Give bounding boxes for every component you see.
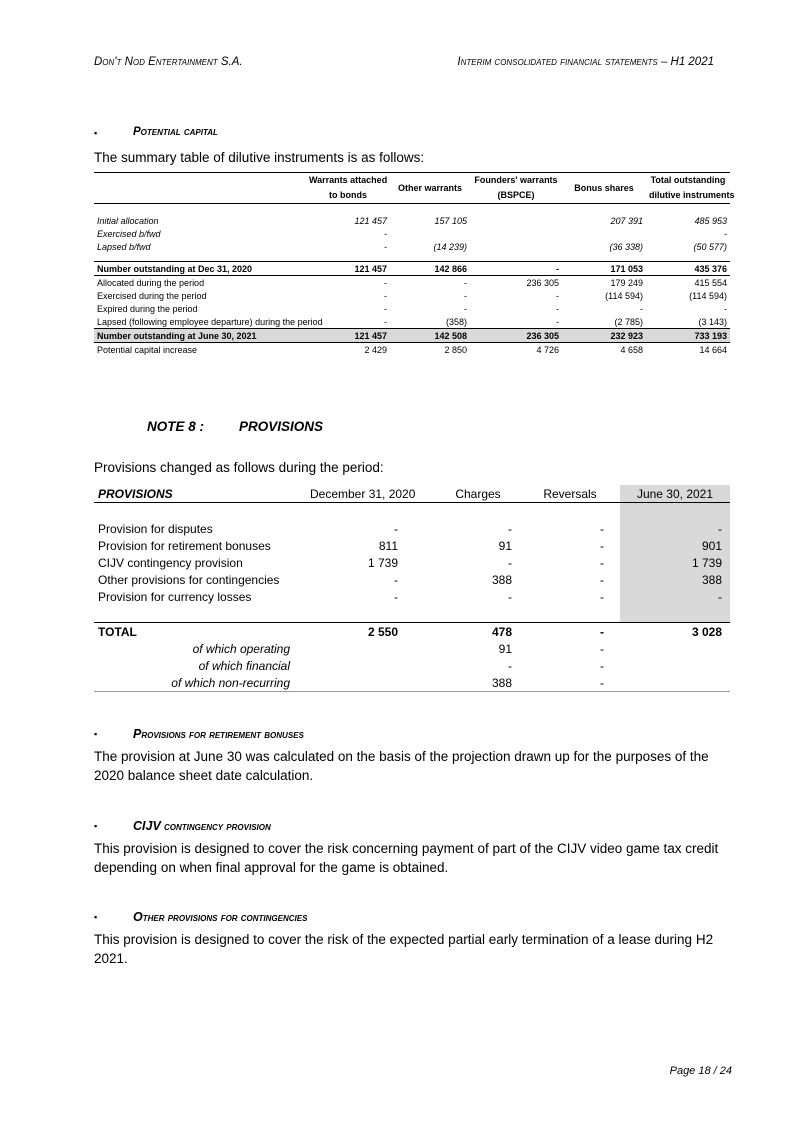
row-value: - — [508, 521, 512, 536]
row-label: Number outstanding at June 30, 2021 — [94, 329, 306, 343]
row-label: Provision for retirement bonuses — [98, 538, 271, 553]
row-value: 435 376 — [694, 263, 727, 274]
row-value: - — [556, 290, 559, 301]
row-value: 811 — [378, 538, 398, 553]
row-value: - — [724, 228, 727, 239]
row-label: Other provisions for contingencies — [98, 572, 280, 587]
row-label: Provision for currency losses — [98, 589, 252, 604]
dil-header-warrants-bonds-2: to bonds — [329, 190, 367, 200]
row-value: 485 953 — [694, 215, 727, 226]
row-label: Exercised during the period — [97, 290, 207, 301]
table-row — [94, 554, 730, 571]
dil-header-blank — [94, 173, 306, 188]
row-value: 1 739 — [620, 554, 730, 571]
row-value: - — [394, 589, 398, 604]
row-value: 4 658 — [620, 344, 643, 355]
row-value: (114 594) — [689, 290, 727, 301]
row-value: 171 053 — [610, 263, 643, 274]
section-title: CIJV contingency provision — [133, 819, 271, 833]
table-row — [94, 262, 730, 276]
row-value: 179 249 — [610, 277, 643, 288]
row-label: CIJV contingency provision — [98, 555, 243, 570]
header-doc-title: Interim consolidated financial statements – H1 2021 — [457, 56, 714, 68]
bullet-icon: ▪ — [94, 821, 98, 831]
dilutive-instruments-table — [94, 172, 735, 356]
row-value: (50 577) — [693, 241, 727, 252]
table-row — [94, 227, 730, 240]
row-value: - — [600, 572, 604, 587]
prov-header-reversals: Reversals — [543, 486, 597, 501]
row-value: - — [556, 263, 559, 274]
row-value: 388 — [491, 572, 512, 587]
dil-header-total: Total outstanding — [650, 175, 726, 185]
row-value — [470, 214, 562, 227]
row-value: 142 508 — [390, 329, 470, 343]
row-label: Initial allocation — [97, 215, 159, 226]
row-value: 232 923 — [562, 329, 646, 343]
row-value — [390, 227, 470, 240]
row-value: (358) — [445, 316, 467, 327]
row-value: - — [384, 316, 387, 327]
row-value: 1 739 — [367, 555, 398, 570]
dil-header-bonus: Bonus shares — [574, 183, 634, 193]
header-company: Don't Nod Entertainment S.A. — [94, 56, 243, 68]
row-value: - — [556, 303, 559, 314]
row-label: Allocated during the period — [97, 277, 205, 288]
row-value: - — [600, 521, 604, 536]
row-value: 901 — [620, 537, 730, 554]
row-value: - — [394, 521, 398, 536]
row-value — [562, 227, 646, 240]
row-value: 207 391 — [610, 215, 643, 226]
breakdown-row: of which financial - - — [94, 657, 730, 674]
table-row — [94, 214, 730, 227]
row-value: - — [384, 241, 387, 252]
note-title: PROVISIONS — [239, 419, 324, 434]
breakdown-row: of which non-recurring 388 - — [94, 674, 730, 692]
dil-header-warrants-bonds: Warrants attached — [309, 175, 388, 185]
row-value: - — [600, 589, 604, 604]
row-value: - — [600, 555, 604, 570]
row-label: Potential capital increase — [97, 344, 198, 355]
row-value: - — [508, 589, 512, 604]
provisions-table — [94, 485, 730, 692]
row-value: - — [384, 290, 387, 301]
row-value: - — [384, 303, 387, 314]
row-value: 415 554 — [694, 277, 727, 288]
row-value: - — [556, 316, 559, 327]
row-value: - — [724, 303, 727, 314]
row-value: 388 — [620, 571, 730, 588]
section-paragraph: This provision is designed to cover the risk of the expected partial early termination of a lease during H2 2021. — [94, 932, 714, 966]
row-value: 121 457 — [306, 329, 390, 343]
prov-header-label: PROVISIONS — [98, 486, 173, 501]
table-row — [94, 520, 730, 537]
row-value: - — [384, 277, 387, 288]
row-value: - — [394, 572, 398, 587]
table-row — [94, 537, 730, 554]
row-value: (114 594) — [605, 290, 643, 301]
prov-header-jun2021: June 30, 2021 — [620, 485, 730, 503]
dil-header-total-2: dilutive instruments — [649, 190, 735, 200]
row-label: Provision for disputes — [98, 521, 213, 536]
section-paragraph: The provision at June 30 was calculated on the basis of the projection drawn up for the purposes of the 2020 balance sheet date calculation. — [94, 749, 709, 783]
table-row — [94, 343, 730, 357]
table-row — [94, 571, 730, 588]
total-row: TOTAL 2 550 478 - 3 028 — [94, 623, 730, 641]
dil-header-founders-2: (BSPCE) — [497, 190, 535, 200]
row-value: (3 143) — [698, 316, 727, 327]
table-row — [94, 315, 730, 329]
section-title: Provisions for retirement bonuses — [133, 727, 304, 741]
row-value: 733 193 — [646, 329, 730, 343]
row-value — [470, 240, 562, 253]
row-label: Lapsed (following employee departure) during the period — [97, 316, 323, 327]
row-value: 2 429 — [364, 344, 387, 355]
row-value: - — [464, 303, 467, 314]
table-row — [94, 588, 730, 605]
prov-header-charges: Charges — [455, 486, 501, 501]
row-value: 142 866 — [434, 263, 467, 274]
bullet-icon: ▪ — [94, 729, 98, 739]
prov-header-dec2020: December 31, 2020 — [310, 486, 416, 501]
row-value: - — [464, 277, 467, 288]
table-row — [94, 289, 730, 302]
provisions-intro: Provisions changed as follows during the period: — [94, 460, 384, 475]
row-value: - — [600, 538, 604, 553]
row-label: Exercised b/fwd — [97, 228, 161, 239]
row-value: 91 — [498, 538, 512, 553]
table-row — [94, 276, 730, 290]
row-value: 121 457 — [354, 263, 387, 274]
row-value: - — [384, 228, 387, 239]
potential-capital-intro: The summary table of dilutive instruments is as follows: — [94, 150, 425, 165]
row-value: 4 726 — [536, 344, 559, 355]
row-value: 236 305 — [470, 329, 562, 343]
row-value: 236 305 — [526, 277, 559, 288]
row-label: Lapsed b/fwd — [97, 241, 151, 252]
row-value: 2 850 — [444, 344, 467, 355]
section-paragraph: This provision is designed to cover the risk concerning payment of part of the CIJV video game tax credit depending on when final approval for the game is obtained. — [94, 841, 719, 875]
row-value: 14 664 — [699, 344, 727, 355]
table-row — [94, 302, 730, 315]
row-value: - — [620, 520, 730, 537]
section-title: Other provisions for contingencies — [133, 910, 308, 924]
bullet-icon: ▪ — [94, 912, 98, 922]
breakdown-label: of which non-recurring — [171, 675, 290, 690]
row-value: - — [464, 290, 467, 301]
row-value: (36 338) — [609, 241, 643, 252]
row-value: (14 239) — [433, 241, 467, 252]
breakdown-row: of which operating 91 - — [94, 640, 730, 657]
table-row — [94, 240, 730, 253]
dil-header-other-warrants: Other warrants — [397, 183, 463, 193]
row-value: 121 457 — [354, 215, 387, 226]
breakdown-label: of which operating — [192, 641, 290, 656]
row-value: - — [508, 555, 512, 570]
row-value: - — [640, 303, 643, 314]
note-number: NOTE 8 : — [147, 419, 205, 434]
row-value — [470, 227, 562, 240]
breakdown-label: of which financial — [198, 658, 290, 673]
dil-header-founders: Founders' warrants — [474, 175, 558, 185]
row-label: Expired during the period — [97, 303, 198, 314]
section-title-potential-capital: Potential capital — [133, 126, 218, 138]
row-value: (2 785) — [614, 316, 643, 327]
total-label: TOTAL — [98, 624, 137, 639]
row-value: 157 105 — [434, 215, 467, 226]
table-row — [94, 329, 730, 343]
bullet-icon: ▪ — [94, 128, 98, 138]
row-label: Number outstanding at Dec 31, 2020 — [97, 263, 253, 274]
row-value: - — [620, 588, 730, 605]
page-number: Page 18 / 24 — [669, 1065, 732, 1077]
